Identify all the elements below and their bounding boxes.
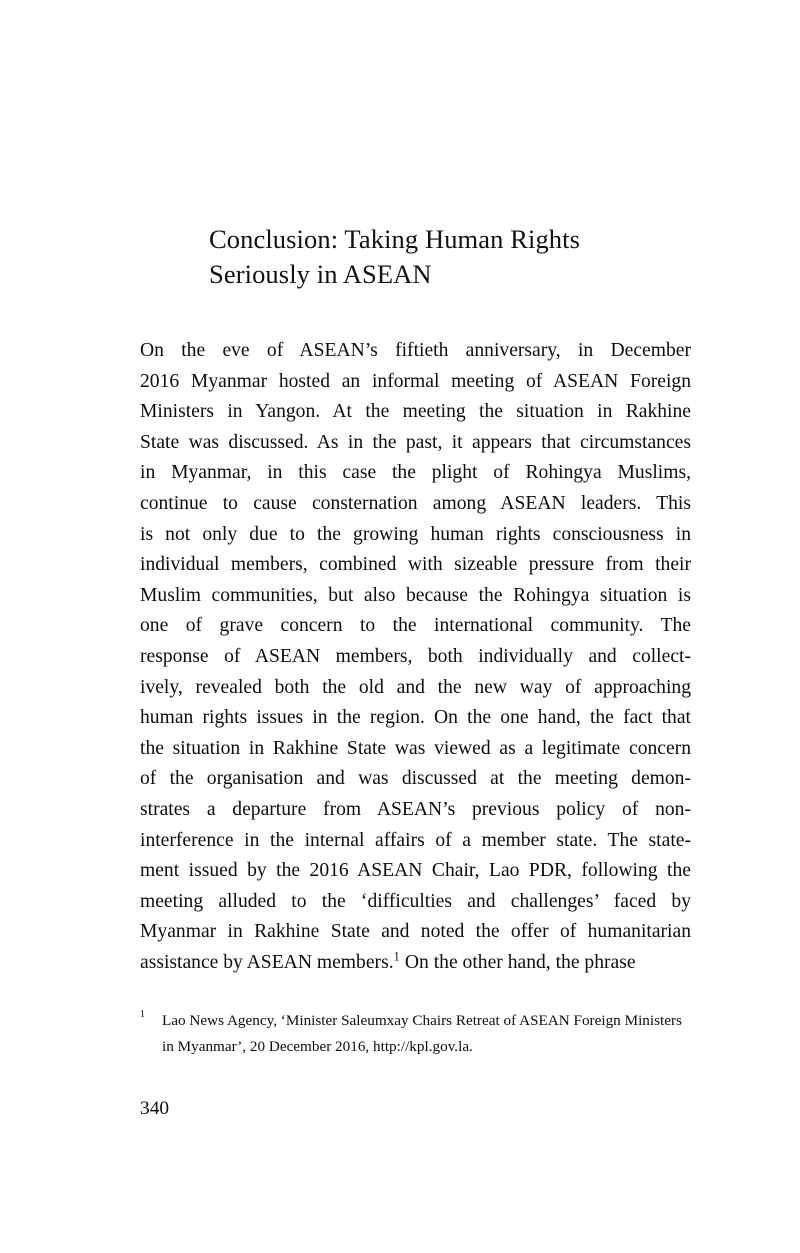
chapter-title-line-1: Conclusion: Taking Human Rights bbox=[209, 223, 581, 254]
body-line: continue to cause consternation among ASEAN leaders. This bbox=[140, 492, 691, 514]
body-line: Myanmar in Rakhine State and noted the offer of humanitarian bbox=[140, 921, 691, 943]
body-line: interference in the internal affairs of a member state. The state- bbox=[140, 829, 691, 851]
page-title bbox=[209, 222, 679, 292]
footnote-reference-marker[interactable]: 1 bbox=[393, 949, 400, 964]
body-line: the situation in Rakhine State was viewed as a legitimate concern bbox=[140, 737, 691, 759]
body-line-tail: On the other hand, the phrase bbox=[404, 951, 636, 973]
body-line: State was discussed. As in the past, it appears that circumstances bbox=[140, 431, 691, 453]
chapter-title-line-2: Seriously in ASEAN bbox=[209, 258, 432, 289]
body-line: ively, revealed both the old and the new way of approaching bbox=[140, 676, 691, 698]
body-line: Ministers in Yangon. At the meeting the situation in Rakhine bbox=[140, 401, 691, 423]
footnotes-section bbox=[140, 1008, 693, 1059]
body-line-text: assistance by ASEAN members. bbox=[140, 951, 394, 973]
body-line: of the organisation and was discussed at the meeting demon- bbox=[140, 768, 691, 790]
body-line-final bbox=[140, 948, 691, 979]
body-line: in Myanmar, in this case the plight of Rohingya Muslims, bbox=[140, 462, 691, 484]
body-paragraph bbox=[140, 336, 691, 978]
body-line: On the eve of ASEAN’s fiftieth anniversary, in December bbox=[140, 340, 691, 361]
footnote-text: Lao News Agency, ‘Minister Saleumxay Chairs Retreat of ASEAN Foreign Ministers in Myanmar’, 20 December 2016, http://kpl.gov.la. bbox=[162, 1012, 682, 1055]
page-number: 340 bbox=[140, 1098, 170, 1119]
body-line: 2016 Myanmar hosted an informal meeting of ASEAN Foreign bbox=[140, 370, 691, 392]
footnote-item bbox=[140, 1008, 693, 1059]
body-line: response of ASEAN members, both individually and collect- bbox=[140, 645, 691, 667]
body-text-block bbox=[140, 336, 691, 978]
body-line: Muslim communities, but also because the Rohingya situation is bbox=[140, 584, 691, 606]
body-line: individual members, combined with sizeable pressure from their bbox=[140, 554, 691, 576]
body-line: meeting alluded to the ‘difficulties and challenges’ faced by bbox=[140, 890, 691, 912]
body-line: human rights issues in the region. On the one hand, the fact that bbox=[140, 707, 691, 729]
body-line: ment issued by the 2016 ASEAN Chair, Lao PDR, following the bbox=[140, 860, 691, 882]
body-line: strates a departure from ASEAN’s previous policy of non- bbox=[140, 798, 691, 820]
body-line: is not only due to the growing human rights consciousness in bbox=[140, 523, 691, 545]
body-line: one of grave concern to the international community. The bbox=[140, 615, 691, 637]
footnote-number: 1 bbox=[140, 1008, 145, 1020]
